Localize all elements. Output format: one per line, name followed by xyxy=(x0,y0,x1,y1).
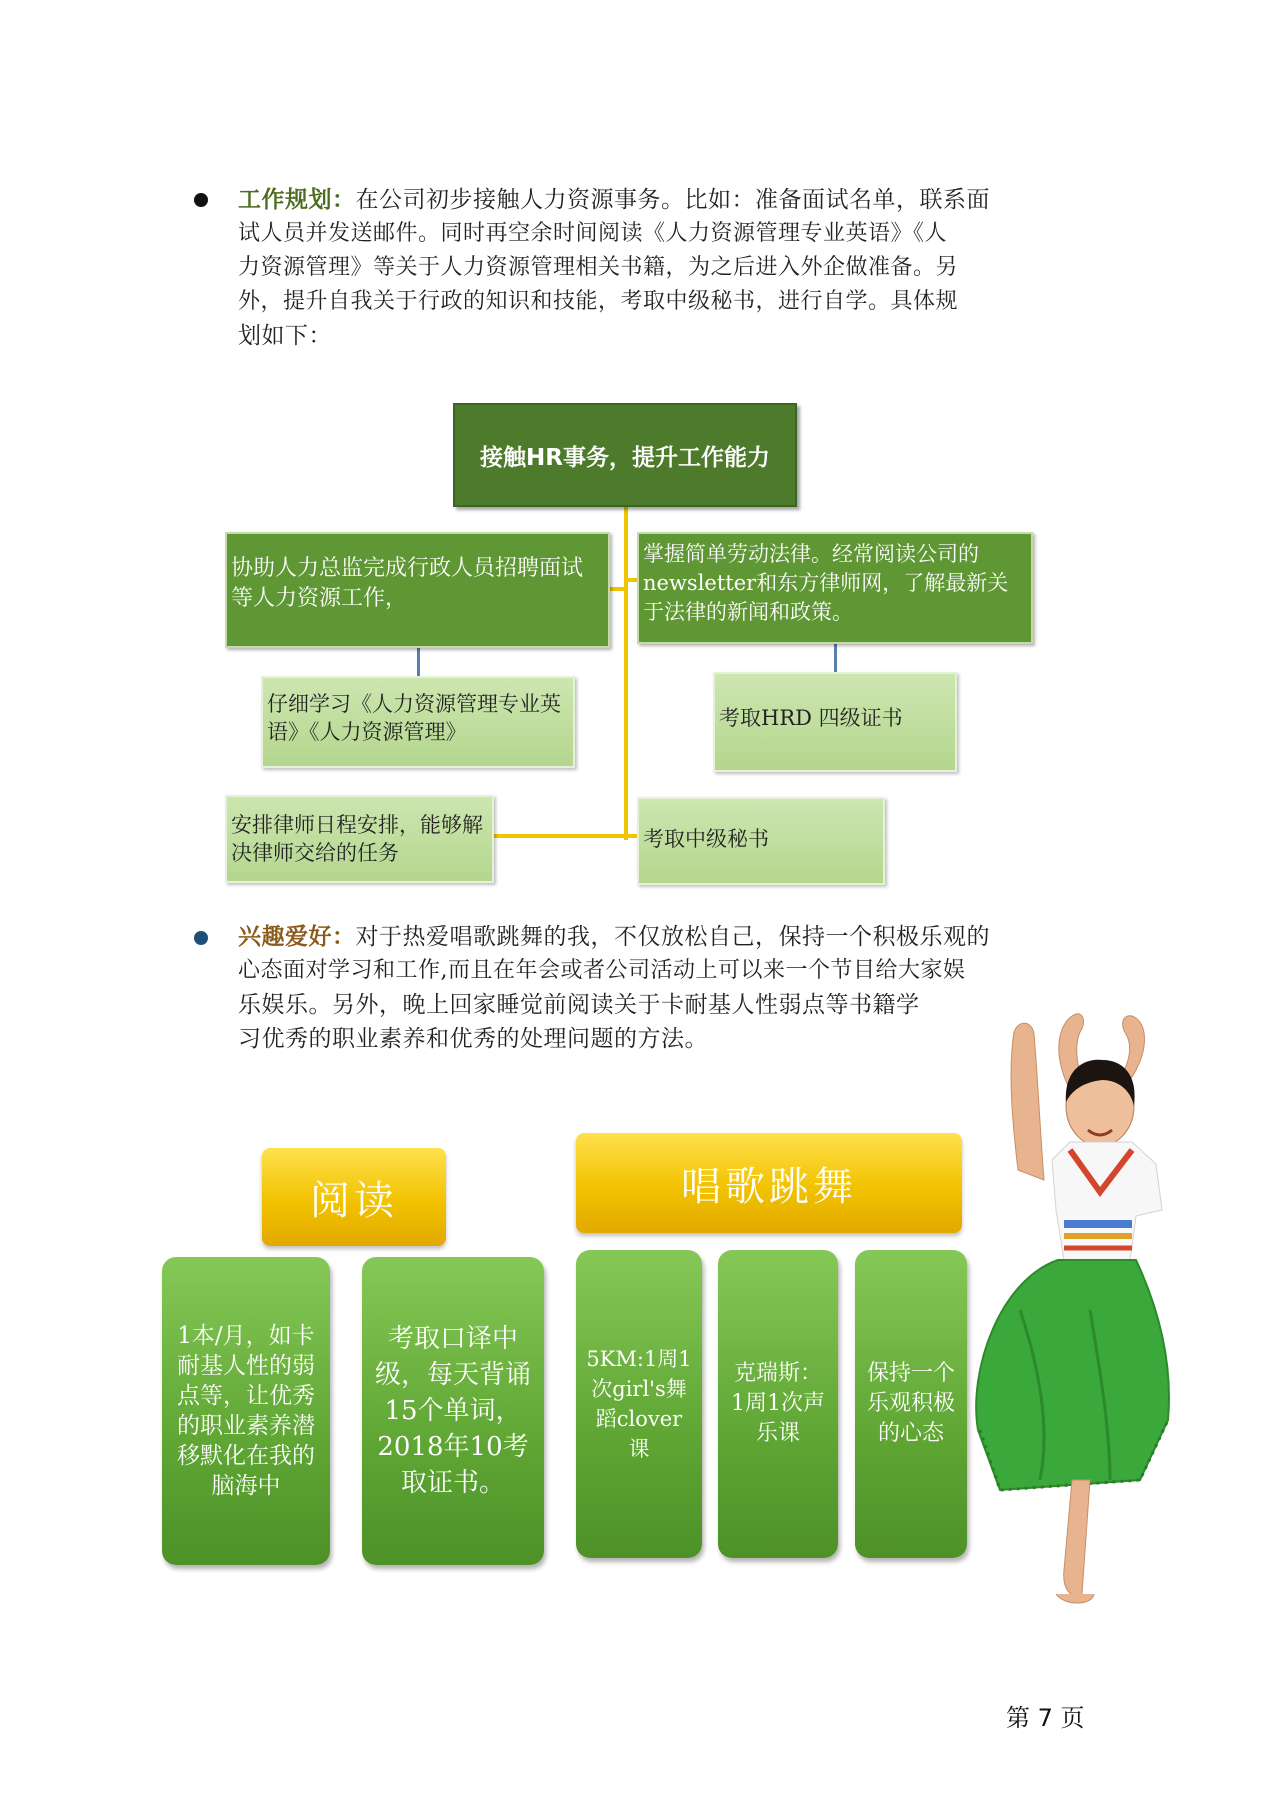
work-plan-line-5: 划如下： xyxy=(238,323,332,349)
connector-right-child xyxy=(834,644,837,672)
hobbies-line-2: 心态面对学习和工作,而且在年会或者公司活动上可以来一个节目给大家娱 xyxy=(238,958,966,983)
reading-card-2 xyxy=(362,1257,544,1565)
org-right-child-box: 考取HRD 四级证书 xyxy=(713,672,957,772)
reading-card-1 xyxy=(162,1257,330,1565)
singing-card-3 xyxy=(855,1250,967,1558)
org-right-mid-box: 掌握简单劳动法律。经常阅读公司的newsletter和东方律师网，了解最新关于法律的新闻和政策。 xyxy=(637,532,1033,644)
org-left-mid-box: 协助人力总监完成行政人员招聘面试等人力资源工作， xyxy=(225,532,610,648)
singing-card-1-text: 5KM:1周1次girl's舞蹈clover课 xyxy=(586,1347,692,1461)
hobbies-line-4: 习优秀的职业素养和优秀的处理问题的方法。 xyxy=(238,1026,708,1052)
work-plan-line-1: 在公司初步接触人力资源事务。比如：准备面试名单，联系面 xyxy=(355,187,990,213)
org-root-box: 接触HR事务，提升工作能力 xyxy=(453,403,797,507)
singing-title-tab: 唱歌跳舞 xyxy=(576,1133,962,1233)
hobbies-label: 兴趣爱好： xyxy=(238,923,356,950)
reading-title-tab: 阅读 xyxy=(262,1148,446,1246)
work-plan-line-4: 外，提升自我关于行政的知识和技能，考取中级秘书，进行自学。具体规 xyxy=(238,289,959,314)
page-number: 第 7 页 xyxy=(1006,1704,1085,1732)
work-plan-line-2: 试人员并发送邮件。同时再空余时间阅读《人力资源管理专业英语》《人 xyxy=(238,221,948,246)
connector-left-child xyxy=(417,648,420,676)
singing-card-1 xyxy=(576,1250,702,1558)
work-plan-label: 工作规划： xyxy=(238,186,356,213)
bullet-dot-work-plan xyxy=(194,193,208,207)
hobbies-paragraph xyxy=(238,920,1078,1056)
bullet-dot-hobbies xyxy=(194,931,208,945)
org-bottom-right-box: 考取中级秘书 xyxy=(637,797,885,885)
singing-card-2-text: 克瑞斯：1周1次声乐课 xyxy=(731,1361,825,1446)
org-left-child-box: 仔细学习《人力资源管理专业英语》《人力资源管理》 xyxy=(261,676,575,768)
singing-card-2 xyxy=(718,1250,838,1558)
singing-card-3-text: 保持一个乐观积极的心态 xyxy=(866,1361,955,1446)
work-plan-paragraph xyxy=(238,183,1078,353)
work-plan-line-3: 力资源管理》等关于人力资源管理相关书籍，为之后进入外企做准备。另 xyxy=(238,255,959,280)
reading-card-1-text: 1本/月，如卡耐基人性的弱点等，让优秀的职业素养潜移默化在我的脑海中 xyxy=(177,1323,315,1499)
connector-root-stem xyxy=(624,505,628,840)
org-bottom-left-box: 安排律师日程安排，能够解决律师交给的任务 xyxy=(225,795,494,883)
connector-left-mid xyxy=(608,587,626,591)
dancer-photo xyxy=(960,1010,1200,1630)
reading-card-2-text: 考取口译中级，每天背诵15个单词，2018年10考取证书。 xyxy=(374,1324,531,1498)
hobbies-line-3: 乐娱乐。另外，晚上回家睡觉前阅读关于卡耐基人性弱点等书籍学 xyxy=(238,992,920,1018)
hobbies-line-1: 对于热爱唱歌跳舞的我，不仅放松自己，保持一个积极乐观的 xyxy=(355,924,990,950)
connector-bottom-left xyxy=(494,834,626,838)
